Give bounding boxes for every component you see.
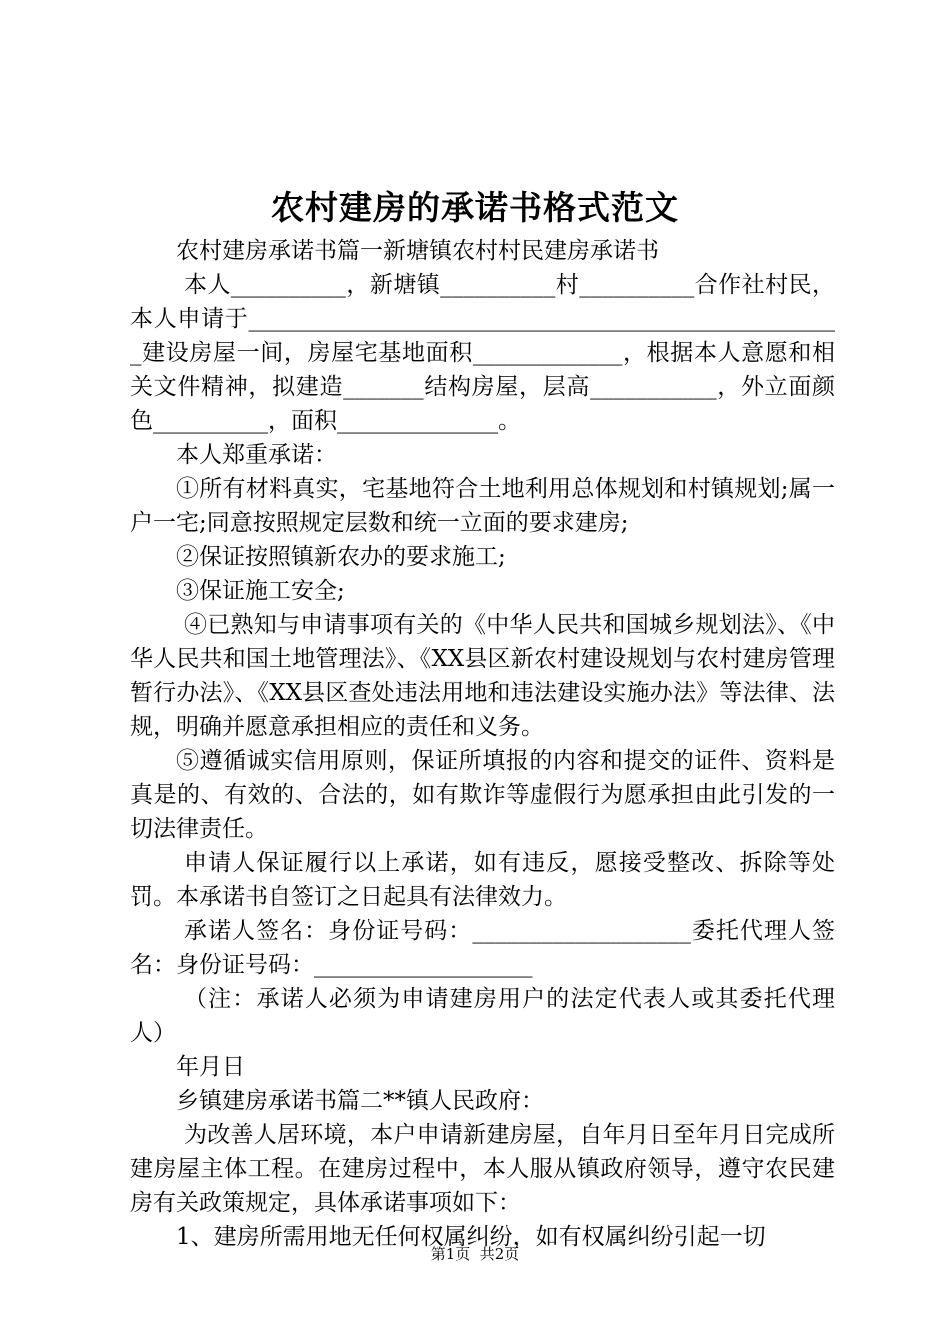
paragraph-section-one-heading: 农村建房承诺书篇一新塘镇农村村民建房承诺书 (176, 238, 659, 264)
paragraph-guarantee: 申请人保证履行以上承诺，如有违反，愿接受整改、拆除等处罚。本承诺书自签订之日起具有法律效力。 (130, 850, 835, 910)
paragraph-pledge-item-4: ④已熟知与申请事项有关的《中华人民共和国城乡规划法》、《中华人民共和国土地管理法》、《XX县区新农村建设规划与农村建房管理暂行办法》、《XX县区查处违法用地和违法建设实施办法》等法律、法规，明确并愿意承担相应的责任和义务。 (130, 612, 835, 740)
paragraph-pledge-item-3: ③保证施工安全; (176, 578, 345, 604)
paragraph-section-two-intro: 为改善人居环境，本户申请新建房屋，自年月日至年月日完成所建房屋主体工程。在建房过程中，本人服从镇政府领导，遵守农民建房有关政策规定，具体承诺事项如下： (130, 1122, 835, 1216)
page-number-footer: 第1页 共2页 (430, 1245, 520, 1263)
paragraph-note: （注：承诺人必须为申请建房用户的法定代表人或其委托代理人） (130, 986, 835, 1046)
paragraph-pledge-intro: 本人郑重承诺： (176, 442, 337, 468)
paragraph-section-two-item-1: 1、建房所需用地无任何权属纠纷，如有权属纠纷引起一切 (176, 1224, 766, 1250)
document-title: 农村建房的承诺书格式范文 (271, 188, 679, 227)
paragraph-date: 年月日 (176, 1054, 245, 1080)
paragraph-pledge-item-1: ①所有材料真实，宅基地符合土地利用总体规划和村镇规划;属一户一宅;同意按照规定层数和统一立面的要求建房; (130, 476, 835, 536)
paragraph-pledge-item-2: ②保证按照镇新农办的要求施工; (176, 544, 506, 570)
document-body (130, 234, 835, 1254)
paragraph-applicant-info: 本人__________，新塘镇__________村__________合作社村民，本人申请于____________________________________________________建设房屋一间，房屋宅基地面积_____________，根据本人意愿和相关文件精神，拟建造_______结构房屋，层高___________，外立面颜色__________，面积______________。 (130, 272, 835, 434)
paragraph-pledge-item-5: ⑤遵循诚实信用原则，保证所填报的内容和提交的证件、资料是真是的、有效的、合法的，如有欺诈等虚假行为愿承担由此引发的一切法律责任。 (130, 748, 835, 842)
paragraph-signature: 承诺人签名：身份证号码：___________________委托代理人签名：身份证号码：___________________ (130, 918, 835, 978)
paragraph-section-two-heading: 乡镇建房承诺书篇二**镇人民政府： (176, 1088, 544, 1114)
